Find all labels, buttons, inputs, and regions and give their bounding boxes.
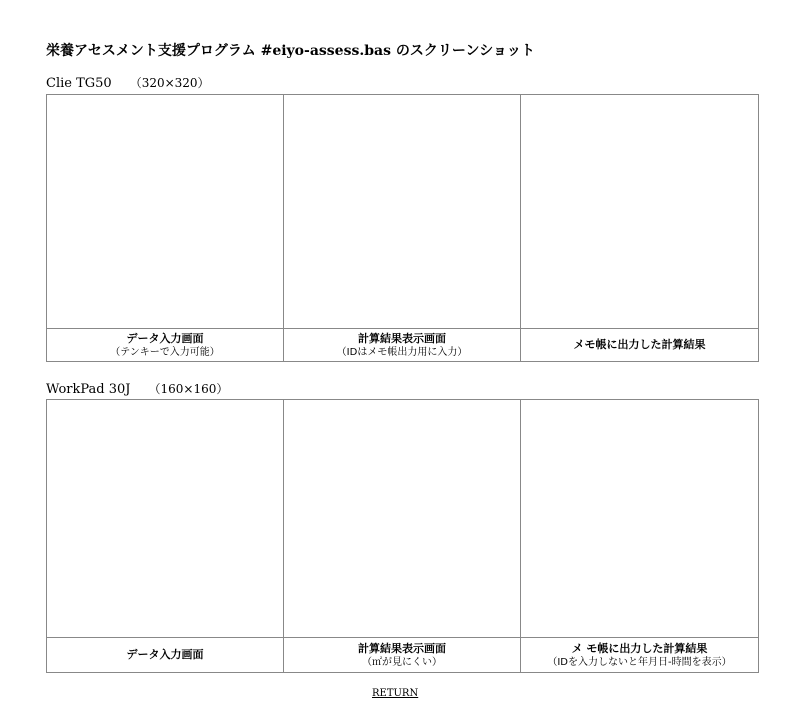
caption-memo — [521, 638, 759, 673]
clie-memo-cell — [521, 95, 759, 329]
workpad-memo-cell — [521, 400, 759, 638]
page-title: 栄養アセスメント支援プログラム #eiyo-assess.bas のスクリーンショット — [46, 43, 535, 59]
caption-note: （IDを入力しないと年月日-時間を表示） — [547, 656, 732, 668]
workpad-input-cell — [47, 400, 284, 638]
caption-result — [284, 638, 521, 673]
caption-title: メモ帳に出力した計算結果 — [573, 338, 706, 351]
section-label-clie — [46, 74, 210, 91]
caption-title: メ モ帳に出力した計算結果 — [571, 641, 708, 655]
caption-input — [47, 329, 284, 362]
device-resolution: （160×160） — [148, 382, 229, 396]
caption-result — [284, 329, 521, 362]
caption-note: （㎡が見にくい） — [362, 656, 442, 668]
caption-memo — [521, 329, 759, 362]
clie-screenshot-table — [46, 94, 759, 362]
device-name: WorkPad 30J — [46, 382, 131, 397]
caption-title: データ入力画面 — [126, 648, 204, 661]
section-label-workpad — [46, 380, 228, 397]
workpad-screenshot-table — [46, 399, 759, 673]
caption-title: 計算結果表示画面 — [358, 331, 446, 345]
caption-title: データ入力画面 — [126, 331, 204, 345]
device-name: Clie TG50 — [46, 76, 112, 91]
device-resolution: （320×320） — [129, 76, 210, 90]
return-link[interactable]: RETURN — [372, 688, 419, 699]
clie-result-cell — [284, 95, 521, 329]
caption-note: （IDはメモ帳出力用に入力） — [336, 346, 468, 358]
clie-input-cell — [47, 95, 284, 329]
caption-note: （テンキーで入力可能） — [110, 346, 220, 358]
caption-title: 計算結果表示画面 — [358, 641, 446, 655]
workpad-result-cell — [284, 400, 521, 638]
caption-input — [47, 638, 284, 673]
